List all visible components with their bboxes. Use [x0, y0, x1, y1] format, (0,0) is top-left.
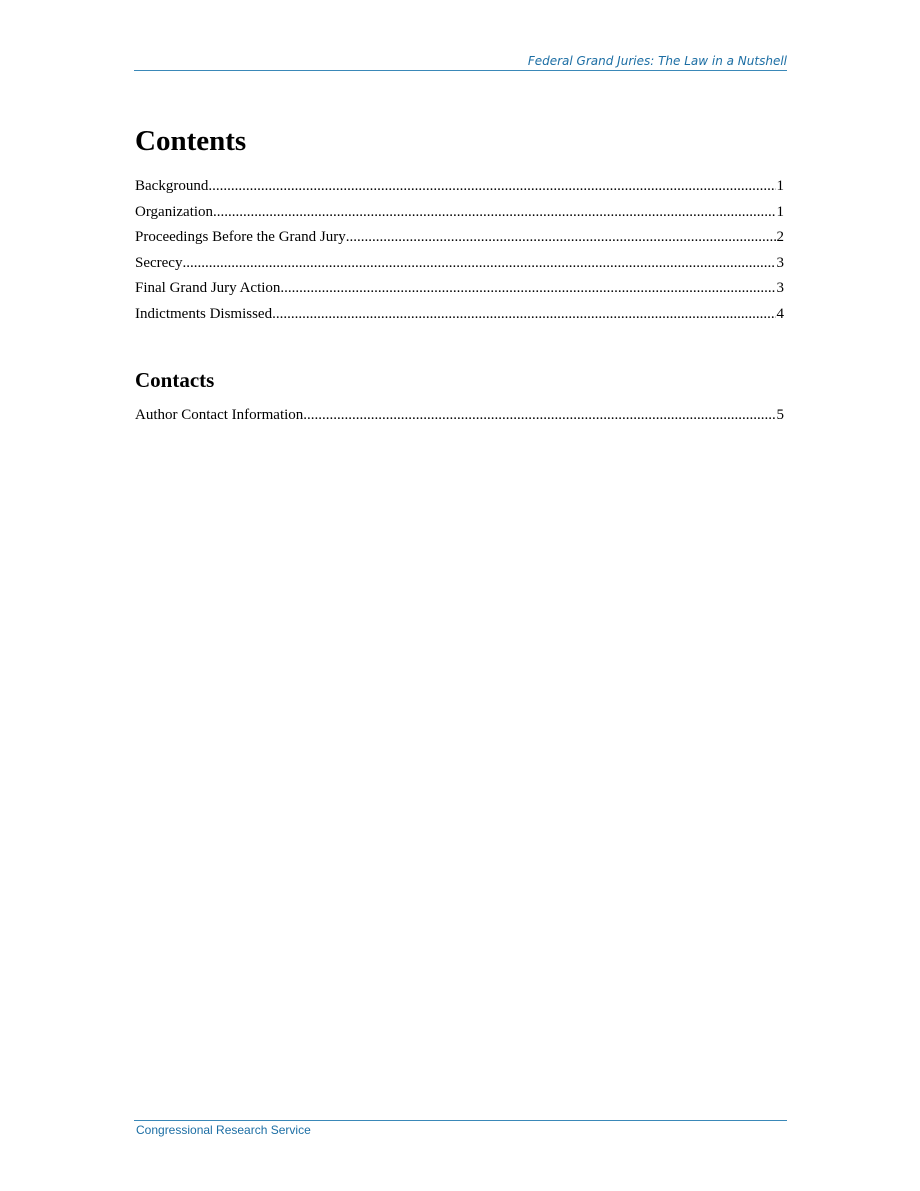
toc-dot-leader [346, 227, 776, 247]
toc-entry-page: 1 [776, 178, 784, 194]
toc-entry-title: Background [135, 178, 209, 194]
contacts-toc-list [135, 405, 784, 431]
page-header [134, 54, 787, 71]
toc-entry-final-action[interactable] [135, 278, 784, 304]
toc-dot-leader [280, 278, 775, 298]
footer-organization: Congressional Research Service [136, 1123, 311, 1137]
toc-entry-page: 5 [776, 407, 784, 423]
toc-dot-leader [208, 176, 775, 196]
toc-entry-page: 3 [776, 254, 784, 271]
toc-entry-title: Proceedings Before the Grand Jury [135, 229, 346, 246]
contents-heading: Contents [135, 125, 247, 157]
toc-entry-proceedings[interactable] [135, 227, 784, 253]
toc-entry-indictments-dismissed[interactable] [135, 304, 784, 330]
page-footer [134, 1120, 787, 1137]
toc-entry-title: Final Grand Jury Action [135, 280, 281, 297]
toc-dot-leader [272, 304, 775, 324]
running-header-title: Federal Grand Juries: The Law in a Nutshell [527, 54, 787, 68]
contacts-heading: Contacts [135, 368, 215, 392]
toc-dot-leader [213, 202, 775, 222]
toc-entry-page: 4 [776, 305, 784, 322]
toc-entry-secrecy[interactable] [135, 253, 784, 279]
toc-dot-leader [182, 253, 775, 273]
toc-entry-page: 2 [776, 229, 784, 246]
toc-entry-author-contact[interactable] [135, 405, 784, 431]
contents-toc-list [135, 176, 784, 330]
toc-entry-background[interactable] [135, 176, 784, 202]
toc-entry-title: Indictments Dismissed [135, 305, 273, 322]
toc-entry-title: Organization [135, 203, 214, 220]
toc-entry-title: Author Contact Information [135, 407, 304, 423]
toc-entry-page: 1 [776, 203, 784, 220]
toc-entry-organization[interactable] [135, 202, 784, 228]
toc-entry-page: 3 [776, 280, 784, 297]
toc-dot-leader [303, 405, 775, 425]
toc-entry-title: Secrecy [135, 254, 183, 271]
